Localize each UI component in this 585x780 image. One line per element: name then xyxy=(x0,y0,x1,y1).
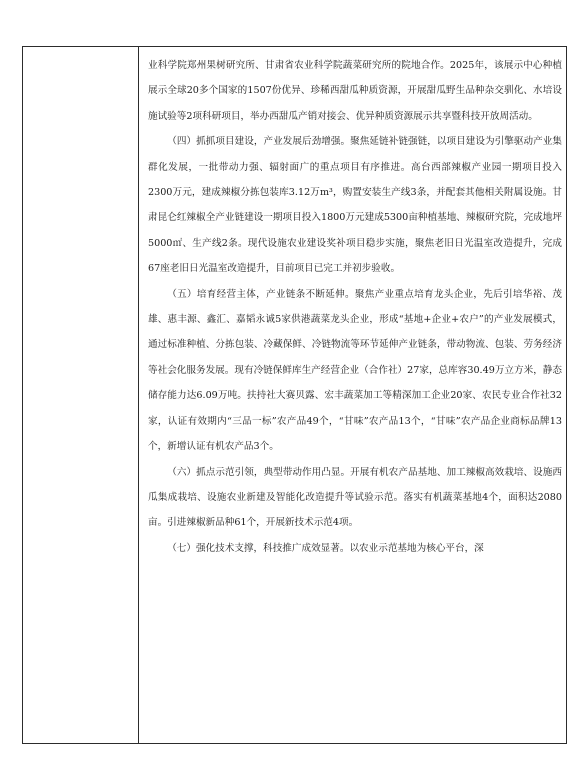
content-column xyxy=(148,53,562,561)
left-column xyxy=(23,47,139,743)
table-frame xyxy=(22,46,567,744)
paragraph-section-5: （五）培育经营主体，产业链条不断延伸。聚焦产业重点培育龙头企业，先后引培华裕、茂雄、惠丰源、鑫汇、嘉韬永诚5家供港蔬菜龙头企业，形成“基地+企业+农户”的产业发展模式，通过标准种植、分拣包装、冷藏保鲜、冷链物流等环节延伸产业链条，带动物流、包装、劳务经济等社会化服务发展。现有冷链保鲜库生产经营企业（合作社）27家，总库容30.49万立方米，静态储存能力达6.09万吨。扶持社大赛贝露、宏丰蔬菜加工等精深加工企业20家、农民专业合作社32家，认证有效期内“三品一标”农产品49个，“甘味”农产品13个，“甘味”农产品企业商标品牌13个，新增认证有机农产品3个。 xyxy=(148,288,562,453)
paragraph-section-4: （四）抓抓项目建设，产业发展后劲增强。聚焦延链补链强链，以项目建设为引擎驱动产业集群化发展，一批带动力强、辐射面广的重点项目有序推进。高台西部辣椒产业园一期项目投入2300万元，建成辣椒分拣包装库3.12万m³，购置安装生产线3条，并配套其他相关附属设施。甘肃昆仑红辣椒全产业链建设一期项目投入1800万元建成5300亩种植基地、辣椒研究院，完成地坪5000㎡、生产线2条。现代设施农业建设奖补项目稳步实施，聚焦老旧日光温室改造提升，完成67座老旧日光温室改造提升，目前项目已完工并初步验收。 xyxy=(148,136,562,275)
paragraph-continuation: 业科学院郑州果树研究所、甘肃省农业科学院蔬菜研究所的院地合作。2025年，该展示中心种植展示全球20多个国家的1507份优异、珍稀西甜瓜种质资源，开展甜瓜野生品种杂交驯化、水培设施试验等2项科研项目，举办西甜瓜产销对接会、优异种质资源展示共享暨科技开放周活动。 xyxy=(148,60,562,122)
paragraph-section-6: （六）抓点示范引领，典型带动作用凸显。开展有机农产品基地、加工辣椒高效栽培、设施西瓜集成栽培、设施农业新建及智能化改造提升等试验示范。落实有机蔬菜基地4个，面积达2080亩。引进辣椒新品种61个，开展新技术示范4项。 xyxy=(148,466,562,529)
paragraph-section-7: （七）强化技术支撑，科技推广成效显著。以农业示范基地为核心平台，深 xyxy=(167,542,484,554)
